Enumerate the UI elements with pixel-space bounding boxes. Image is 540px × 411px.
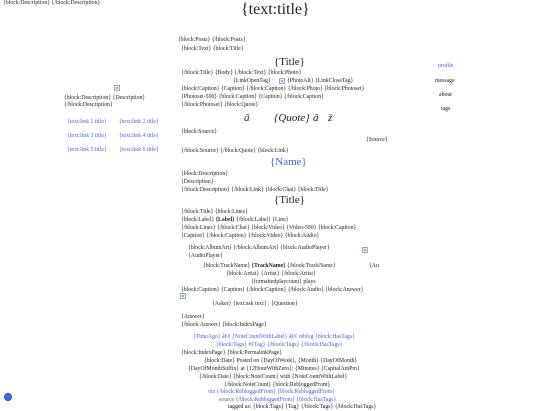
answer-text: {Answer} bbox=[181, 314, 205, 320]
lines-block: {/block:Title} {block:Lines} bbox=[181, 209, 248, 215]
left-description-line2: {/block:Description} bbox=[64, 102, 113, 108]
post-meta[interactable]: {TimeAgo} â€¢ {NoteCountWithLabel} â€¢ reblog {block:HasTags} bbox=[193, 334, 355, 340]
quote-block: {/block:Photoset} {block:Quote} bbox=[181, 102, 259, 108]
text-block: {block:Text} {block:Title} bbox=[181, 46, 244, 52]
page-title: {text:title} bbox=[241, 1, 310, 18]
video-block: {/block:Lines} {/block:Chat} {block:Video} {Video-500} {block:Caption} bbox=[181, 225, 357, 231]
date-line: {block:Date} Posted on {DayOfWeek}, {Month} {DayOfMonth} bbox=[204, 358, 358, 364]
posts-block: {block:Posts} {/block:Posts} bbox=[178, 37, 246, 43]
trackname-open: {block:TrackName} bbox=[203, 263, 251, 269]
trackname-line bbox=[203, 263, 336, 270]
photo-image bbox=[279, 78, 285, 84]
quote-text: {Quote} bbox=[274, 112, 310, 124]
link-block: {/block:Source} {/block:Quote} {block:Link} bbox=[181, 148, 289, 154]
track-name: {TrackName} bbox=[251, 263, 286, 269]
chat-block: {/block:Description} {/block:Link} {block:Chat} {block:Title} bbox=[181, 187, 329, 193]
notecount-line: {/block:Date} {block:NoteCount} with {NoteCountWithLabel} bbox=[199, 374, 348, 380]
asker-avatar bbox=[180, 293, 186, 299]
link-name[interactable]: {Name} bbox=[270, 156, 307, 168]
answer-block-close: {/block:Answer} {block:IndexPage} bbox=[181, 322, 267, 328]
quote-close-mark: â bbox=[313, 112, 319, 124]
photo-caption: {block:Caption} {Caption} {/block:Caption} {/block:Photo} {block:Photoset} bbox=[181, 86, 365, 92]
label-block-open: {block:Label} bbox=[181, 217, 215, 223]
quote-mark: ž bbox=[328, 112, 333, 124]
left-description-line1: {block:Description} {Description} bbox=[64, 95, 146, 101]
audio-player: {AudioPlayer} bbox=[188, 253, 223, 259]
source-text: {Source} bbox=[366, 137, 388, 143]
post-body: {/block:Title} {Body} {/block:Text} {block:Photo} bbox=[181, 70, 302, 76]
avatar-image bbox=[114, 85, 120, 91]
post-tags[interactable]: {block:Tags} #{Tag} {/block:Tags} {/block:HasTags} bbox=[216, 342, 343, 348]
link-description-open: {block:Description} bbox=[181, 171, 229, 177]
source-line[interactable]: source {/block:RebloggedFrom} {block:HasTags} bbox=[219, 397, 337, 403]
asker-question: {Asker} {text:ask text} : {Question} bbox=[212, 301, 298, 307]
photoset-line: {Photoset-500} {block:Caption} {Caption} {/block:Caption} bbox=[181, 94, 324, 100]
audio-artist-short: {Au bbox=[369, 263, 379, 269]
rebloggedfrom-line: {/block:NoteCount} {block:RebloggedFrom} bbox=[224, 382, 331, 388]
link-6[interactable]: {text:link 6 title} bbox=[119, 147, 159, 153]
top-description-block: {block:Description} {/block:Description} bbox=[3, 0, 101, 6]
photo-alt: {PhotoAlt} {LinkCloseTag} bbox=[287, 78, 354, 84]
nav-profile[interactable]: profile bbox=[438, 63, 454, 69]
artist-line: {block:Artist} {Artist} {/block:Artist} bbox=[226, 271, 316, 277]
tagged-line: tagged as: {block:Tags} {Tag} {/block:Tags} {/block:HasTags} bbox=[228, 404, 377, 410]
quote-open-mark: â bbox=[244, 112, 250, 124]
nav-about[interactable]: about bbox=[439, 92, 452, 98]
chat-label: {Label} bbox=[215, 217, 235, 223]
nav-message[interactable]: message bbox=[435, 78, 455, 84]
nav-tags[interactable]: tags bbox=[441, 106, 451, 112]
link-1[interactable]: {text:link 1 title} bbox=[67, 119, 107, 125]
play-count: {formattedplaycount} plays bbox=[251, 279, 316, 285]
link-3[interactable]: {text:link 3 title} bbox=[67, 133, 107, 139]
globe-icon[interactable] bbox=[4, 393, 12, 401]
album-art-image bbox=[362, 247, 368, 253]
trackname-close: {/block:TrackName} bbox=[286, 263, 336, 269]
audio-caption: {block:Caption} {Caption} {/block:Caption} {/block:Audio} {block:Answer} bbox=[181, 287, 364, 293]
post-title: {Title} bbox=[274, 56, 305, 68]
link-description: {Description} bbox=[181, 179, 214, 185]
label-block-close: {/block:Label} {Line} bbox=[235, 217, 289, 223]
source-block: {block:Source} bbox=[181, 129, 218, 135]
photo-link-open: {LinkOpenTag} bbox=[233, 78, 271, 84]
video-caption: {Caption} {/block:Caption} {/block:Video} {block:Audio} bbox=[181, 233, 320, 239]
chat-title: {Title} bbox=[274, 194, 305, 206]
link-4[interactable]: {text:link 4 title} bbox=[119, 133, 159, 139]
link-5[interactable]: {text:link 5 title} bbox=[67, 147, 107, 153]
label-line bbox=[181, 217, 288, 224]
time-line: {DayOfMonthSuffix} at {12HourWithZero}: {Minutes} {CapitalAmPm} bbox=[188, 366, 360, 372]
link-2[interactable]: {text:link 2 title} bbox=[119, 119, 159, 125]
audio-albumart: {block:AlbumArt} {/block:AlbumArt} {block:AudioPlayer} bbox=[188, 245, 330, 251]
via-line[interactable]: via {/block:RebloggedFrom} {block:RebloggedFrom} bbox=[208, 389, 336, 395]
permalink-block: {block:IndexPage} {block:PermalinkPage} bbox=[181, 350, 283, 356]
